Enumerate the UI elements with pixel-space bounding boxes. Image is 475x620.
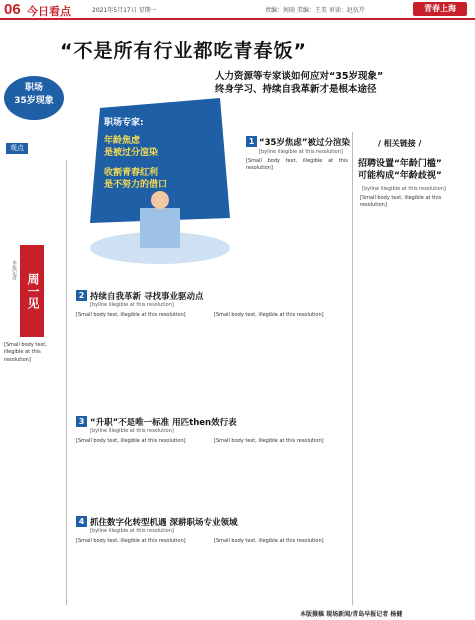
article-body: [Small body text, illegible at this resolution] — [246, 158, 348, 172]
illustration-figure — [140, 208, 180, 248]
article-number: 1 — [246, 136, 257, 147]
article-number: 4 — [76, 516, 87, 527]
header-rule — [0, 18, 475, 20]
column-divider — [66, 160, 67, 605]
main-headline: “不是所有行业都吃青春饭” — [60, 40, 307, 62]
article-title: “升职”不是唯一标准 用匹then效行表 — [90, 418, 237, 428]
article-title: 抓住数字化转型机遇 深耕职场专业领域 — [90, 518, 238, 528]
sidebar-headline: 招聘设置“年龄门槛” 可能构成“年龄歧视” — [358, 159, 442, 181]
column-author: 本报记者 — [11, 260, 17, 280]
page-header — [0, 0, 475, 18]
section-name: 今日看点 — [27, 6, 71, 18]
sidebar-byline: [byline illegible at this resolution] — [362, 186, 446, 192]
subheadline-line-2: 终身学习、持续自我革新才是根本途径 — [215, 84, 377, 95]
editors-line: 责编：何雨 美编：王美 审读：赵伍芹 — [265, 7, 365, 14]
sidebar-body: [Small body text, illegible at this resolution] — [360, 195, 442, 209]
subheadline — [215, 70, 470, 96]
page-footer: 本版摄稿 现场新闻/青岛早报记者 杨健 — [300, 611, 403, 618]
illustration-title: 职场专家: — [104, 118, 144, 128]
article-title: “35岁焦虑”被过分渲染 — [259, 138, 351, 148]
article-title: 持续自我革新 寻找事业驱动点 — [90, 292, 204, 302]
article-body: [Small body text, illegible at this resolution] — [76, 538, 186, 544]
subheadline-line-1: 人力资源等专家谈如何应对“35岁现象” — [215, 71, 384, 82]
viewpoint-tag: 观点 — [6, 143, 28, 154]
article-byline: [byline illegible at this resolution] — [90, 428, 174, 434]
sidebar-divider — [352, 132, 353, 605]
article-body-continued: [Small body text, illegible at this resolution] — [214, 538, 324, 544]
newspaper-logo: 青春上海 — [413, 2, 467, 16]
article-byline: [byline illegible at this resolution] — [90, 528, 174, 534]
article-body-continued: [Small body text, illegible at this resolution] — [214, 312, 324, 318]
article-number: 2 — [76, 290, 87, 301]
illustration-text-1: 年龄焦虑 是被过分渲染 — [104, 136, 159, 158]
illustration-head — [151, 191, 169, 209]
article-body: [Small body text, illegible at this resolution] — [76, 312, 186, 318]
illustration-text-2: 收割青春红利 是不努力的借口 — [104, 168, 168, 190]
article-number: 3 — [76, 416, 87, 427]
article-byline: [byline illegible at this resolution] — [259, 149, 343, 155]
badge-line-1: 职场 — [24, 83, 43, 93]
topic-badge — [4, 76, 64, 120]
article-body-continued: [Small body text, illegible at this resolution] — [214, 438, 324, 444]
column-title: 周一见 — [20, 245, 44, 337]
article-body: [Small body text, illegible at this resolution] — [76, 438, 186, 444]
page-number: 06 — [4, 1, 21, 18]
article-byline: [byline illegible at this resolution] — [90, 302, 174, 308]
column-body: [Small body text, illegible at this resolution] — [4, 342, 47, 363]
badge-line-2: 35岁现象 — [14, 96, 54, 106]
sidebar-title: / 相关链接 / — [378, 139, 422, 148]
issue-date: 2021年5月17日 星期一 — [92, 7, 157, 14]
